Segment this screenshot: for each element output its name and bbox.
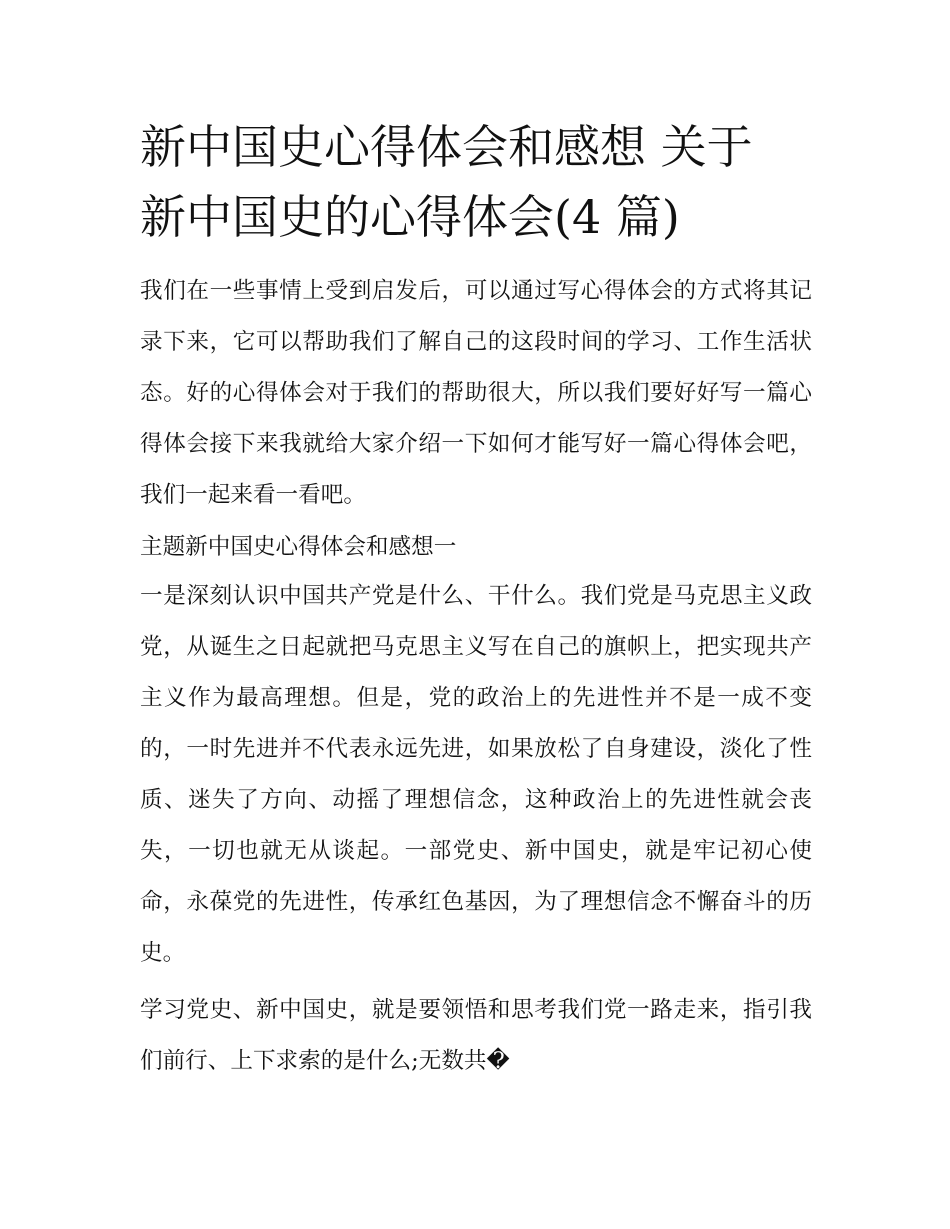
document-title-line-1: 新中国史心得体会和感想 关于 — [140, 120, 753, 174]
document-title — [140, 112, 812, 252]
intro-paragraph: 我们在一些事情上受到启发后，可以通过写心得体会的方式将其记录下来，它可以帮助我们了解自己的这段时间的学习、工作生活状态。好的心得体会对于我们的帮助很大，所以我们要好好写一篇心得体会接下来我就给大家介绍一下如何才能写好一篇心得体会吧，我们一起来看一看吧。 — [140, 278, 812, 508]
section-heading: 主题新中国史心得体会和感想一 — [140, 534, 457, 560]
document-title-line-2: 新中国史的心得体会(4 篇) — [140, 190, 680, 244]
body-paragraph-2: 学习党史、新中国史，就是要领悟和思考我们党一路走来，指引我们前行、上下求索的是什么;无数共� — [140, 997, 812, 1074]
document-paragraphs — [140, 266, 812, 1087]
body-paragraph-1: 一是深刻认识中国共产党是什么、干什么。我们党是马克思主义政党，从诞生之日起就把马克思主义写在自己的旗帜上，把实现共产主义作为最高理想。但是，党的政治上的先进性并不是一成不变的，一时先进并不代表永远先进，如果放松了自身建设，淡化了性质、迷失了方向、动摇了理想信念，这种政治上的先进性就会丧失，一切也就无从谈起。一部党史、新中国史，就是牢记初心使命，永葆党的先进性，传承红色基因，为了理想信念不懈奋斗的历史。 — [140, 583, 812, 966]
document-body — [140, 112, 812, 1093]
